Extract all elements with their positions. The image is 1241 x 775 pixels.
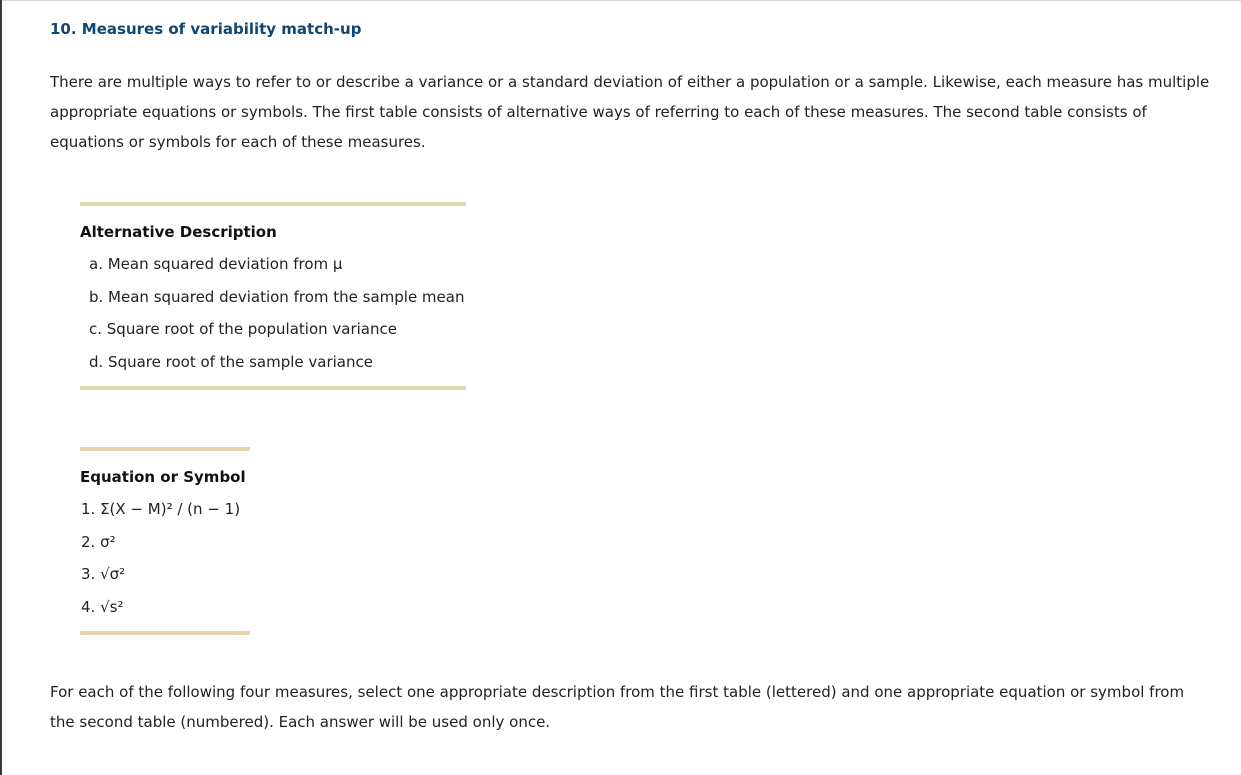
equations-table bbox=[80, 447, 250, 635]
description-row-c: c. Square root of the population variance bbox=[89, 320, 397, 338]
table-top-rule bbox=[80, 202, 466, 206]
table-bottom-rule bbox=[80, 631, 250, 635]
equation-row-1: 1. Σ(X − M)² / (n − 1) bbox=[81, 500, 241, 518]
description-row-d: d. Square root of the sample variance bbox=[89, 352, 373, 371]
descriptions-table-header: Alternative Description bbox=[80, 223, 277, 241]
left-border bbox=[0, 0, 2, 775]
top-border bbox=[0, 0, 1241, 1]
description-row-b: b. Mean squared deviation from the sample mean bbox=[89, 287, 465, 306]
equation-row-4: 4. √s² bbox=[81, 597, 124, 616]
equation-row-2: 2. σ² bbox=[81, 532, 116, 551]
description-row-a: a. Mean squared deviation from μ bbox=[89, 255, 343, 273]
intro-paragraph: There are multiple ways to refer to or describe a variance or a standard deviation of either a population or a sample. Likewise, each measure has multiple appropriate equations or symbols. The first table consists of alternative ways of referring to each of these measures. The second table consists of equations or symbols for each of these measures. bbox=[50, 73, 1210, 151]
equation-row-3: 3. √σ² bbox=[81, 565, 126, 583]
descriptions-table bbox=[80, 202, 466, 390]
table-bottom-rule bbox=[80, 386, 466, 390]
table-top-rule bbox=[80, 447, 250, 451]
question-title: 10. Measures of variability match-up bbox=[50, 20, 362, 38]
instructions-paragraph: For each of the following four measures, select one appropriate description from the first table (lettered) and one appropriate equation or symbol from the second table (numbered). Each answer will be used only once. bbox=[50, 683, 1185, 731]
equations-table-header: Equation or Symbol bbox=[80, 468, 246, 486]
